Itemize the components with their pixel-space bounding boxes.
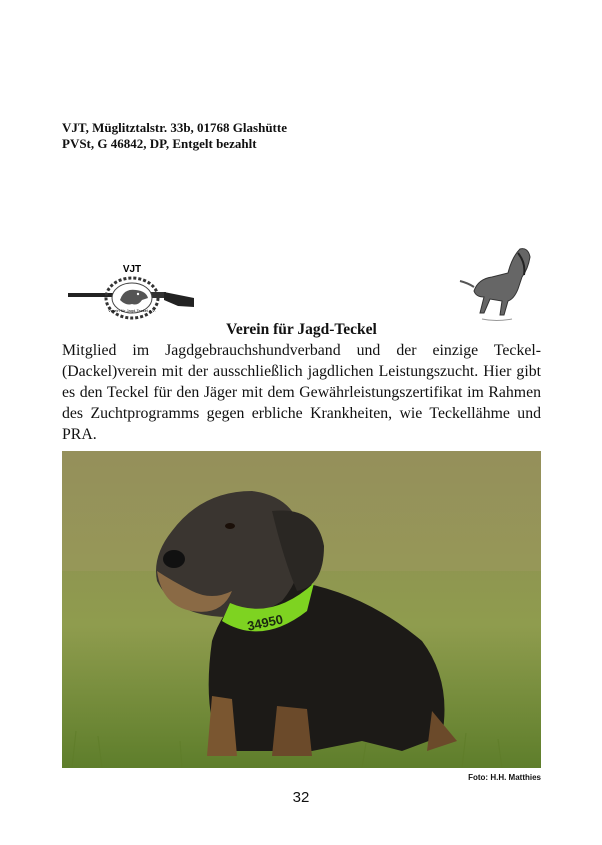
logo-ring-text: Verein für Jagd-Teckel e.V. — [108, 308, 156, 313]
article-body: Mitglied im Jagdgebrauchshundverband und der einzige Teckel- (Dackel)verein mit der ausschließlich jagdlichen Leistungszucht. Hier gibt es den Teckel für den Jäger mit dem Gewährleistungszertifikat im Rahmen des Zuchtprogramms gegen erbliche Krankheiten, wie Teckellähme und PRA. — [62, 342, 541, 443]
address-line-1: VJT, Müglitztalstr. 33b, 01768 Glashütte — [62, 120, 287, 135]
address-line-2: PVSt, G 46842, DP, Entgelt bezahlt — [62, 136, 257, 151]
mailing-address — [62, 120, 287, 152]
page-number: 32 — [292, 789, 310, 806]
dachshund-photo — [62, 451, 541, 768]
collar-number: 34950 — [245, 611, 285, 634]
vjt-club-logo — [66, 260, 196, 322]
article-title: Verein für Jagd-Teckel — [226, 321, 377, 338]
dachshund-sketch-logo — [456, 243, 536, 325]
photo-credit: Foto: H.H. Matthies — [468, 773, 541, 782]
logo-acronym: VJT — [122, 264, 142, 275]
